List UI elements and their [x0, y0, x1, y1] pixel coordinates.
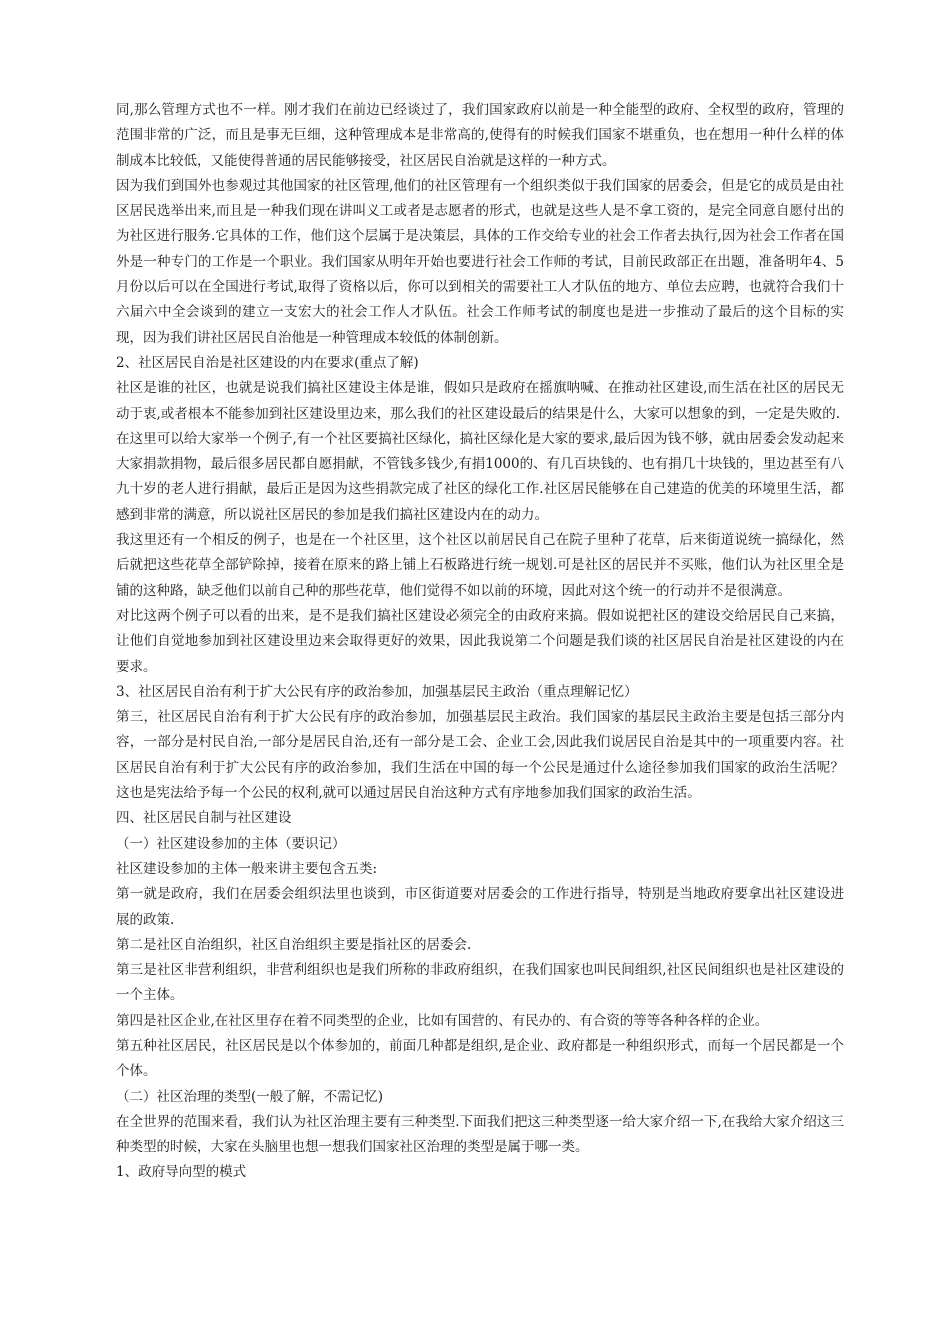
- subsection-heading: （二）社区治理的类型(一般了解，不需记忆): [116, 1088, 384, 1105]
- paragraph: 社区是谁的社区，也就是说我们搞社区建设主体是谁，假如只是政府在摇旗呐喊、在推动社区建设,而生活在社区的居民无动于衷,或者根本不能参加到社区建设里边来，那么我们的社区建设最后的结果是什么，大家可以想象的到，一定是失败的.: [116, 380, 844, 422]
- section-heading: 1、政府导向型的模式: [116, 1164, 247, 1181]
- subsection-heading: （一）社区建设参加的主体（要识记）: [116, 835, 346, 852]
- section-heading: 四、社区居民自制与社区建设: [116, 810, 292, 827]
- paragraph: 第三是社区非营利组织，非营利组织也是我们所称的非政府组织，在我们国家也叫民间组织,社区民间组织也是社区建设的一个主体。: [116, 962, 844, 1004]
- paragraph: 在全世界的范围来看，我们认为社区治理主要有三种类型.下面我们把这三种类型逐一给大家介绍一下,在我给大家介绍这三种类型的时候，大家在头脑里也想一想我们国家社区治理的类型是属于哪一类。: [116, 1113, 844, 1156]
- document-body: [116, 98, 844, 1186]
- paragraph: 第五种社区居民，社区居民是以个体参加的，前面几种都是组织,是企业、政府都是一种组织形式，而每一个居民都是一个个体。: [116, 1037, 844, 1080]
- paragraph: 第三，社区居民自治有利于扩大公民有序的政治参加，加强基层民主政治。我们国家的基层民主政治主要是包括三部分内容，一部分是村民自治,一部分是居民自治,还有一部分是工会、企业工会,因此我们说居民自治是其中的一项重要内容。社区居民自治有利于扩大公民有序的政治参加，我们生活在中国的每一个公民是通过什么途径参加我们国家的政治生活呢？这也是宪法给予每一个公民的权利,就可以通过居民自治这种方式有序地参加我们国家的政治生活。: [116, 709, 844, 802]
- section-heading: 3、社区居民自治有利于扩大公民有序的政治参加，加强基层民主政治（重点理解记忆）: [116, 683, 638, 700]
- paragraph: 第四是社区企业,在社区里存在着不同类型的企业，比如有国营的、有民办的、有合资的等等各种各样的企业。: [116, 1012, 769, 1029]
- paragraph: 同,那么管理方式也不一样。刚才我们在前边已经谈过了，我们国家政府以前是一种全能型的政府、全权型的政府，管理的范围非常的广泛，而且是事无巨细，这种管理成本是非常高的,使得有的时候我们国家不堪重负，也在想用一种什么样的体制成本比较低，又能使得普通的居民能够接受，社区居民自治就是这样的一种方式。: [116, 102, 844, 169]
- paragraph: 对比这两个例子可以看的出来，是不是我们搞社区建设必须完全的由政府来搞。假如说把社区的建设交给居民自己来搞，让他们自觉地参加到社区建设里边来会取得更好的效果，因此我说第二个问题是我们谈的社区居民自治是社区建设的内在要求。: [116, 607, 844, 675]
- paragraph: 因为我们到国外也参观过其他国家的社区管理,他们的社区管理有一个组织类似于我们国家的居委会，但是它的成员是由社区居民选举出来,而且是一种我们现在讲叫义工或者是志愿者的形式，也就是这些人是不拿工资的，是完全同意自愿付出的为社区进行服务.它具体的工作，他们这个层属于是决策层，具体的工作交给专业的社会工作者去执行,因为社会工作者在国外是一种专门的工作是一个职业。我们国家从明年开始也要进行社会工作师的考试，目前民政部正在出题，准备明年4、5月份以后可以在全国进行考试,取得了资格以后，你可以到相关的需要社工人才队伍的地方、单位去应聘，也就符合我们十六届六中全会谈到的建立一支宏大的社会工作人才队伍。社会工作师考试的制度也是进一步推动了最后的这个目标的实现，因为我们讲社区居民自治他是一种管理成本较低的体制创新。: [116, 177, 844, 346]
- paragraph: 社区建设参加的主体一般来讲主要包含五类:: [116, 860, 378, 877]
- section-heading: 2、社区居民自治是社区建设的内在要求(重点了解): [116, 354, 419, 371]
- paragraph: 在这里可以给大家举一个例子,有一个社区要搞社区绿化，搞社区绿化是大家的要求,最后因为钱不够，就由居委会发动起来大家捐款捐物，最后很多居民都自愿捐献，不管钱多钱少,有捐1000的、有几百块钱的、也有捐几十块钱的，里边甚至有八九十岁的老人进行捐献，最后正是因为这些捐款完成了社区的绿化工作.社区居民能够在自己建造的优美的环境里生活，都感到非常的满意，所以说社区居民的参加是我们搞社区建设内在的动力。: [116, 430, 844, 523]
- paragraph: 第一就是政府，我们在居委会组织法里也谈到，市区街道要对居委会的工作进行指导，特别是当地政府要拿出社区建设进展的政策.: [116, 886, 844, 928]
- paragraph: 第二是社区自治组织，社区自治组织主要是指社区的居委会.: [116, 936, 472, 953]
- paragraph: 我这里还有一个相反的例子，也是在一个社区里，这个社区以前居民自己在院子里种了花草，后来街道说统一搞绿化，然后就把这些花草全部铲除掉，接着在原来的路上铺上石板路进行统一规划.可是社区的居民并不买账，他们认为社区里全是铺的这种路，缺乏他们以前自己种的那些花草，他们觉得不如以前的环境，因此对这个统一的行动并不是很满意。: [116, 532, 844, 599]
